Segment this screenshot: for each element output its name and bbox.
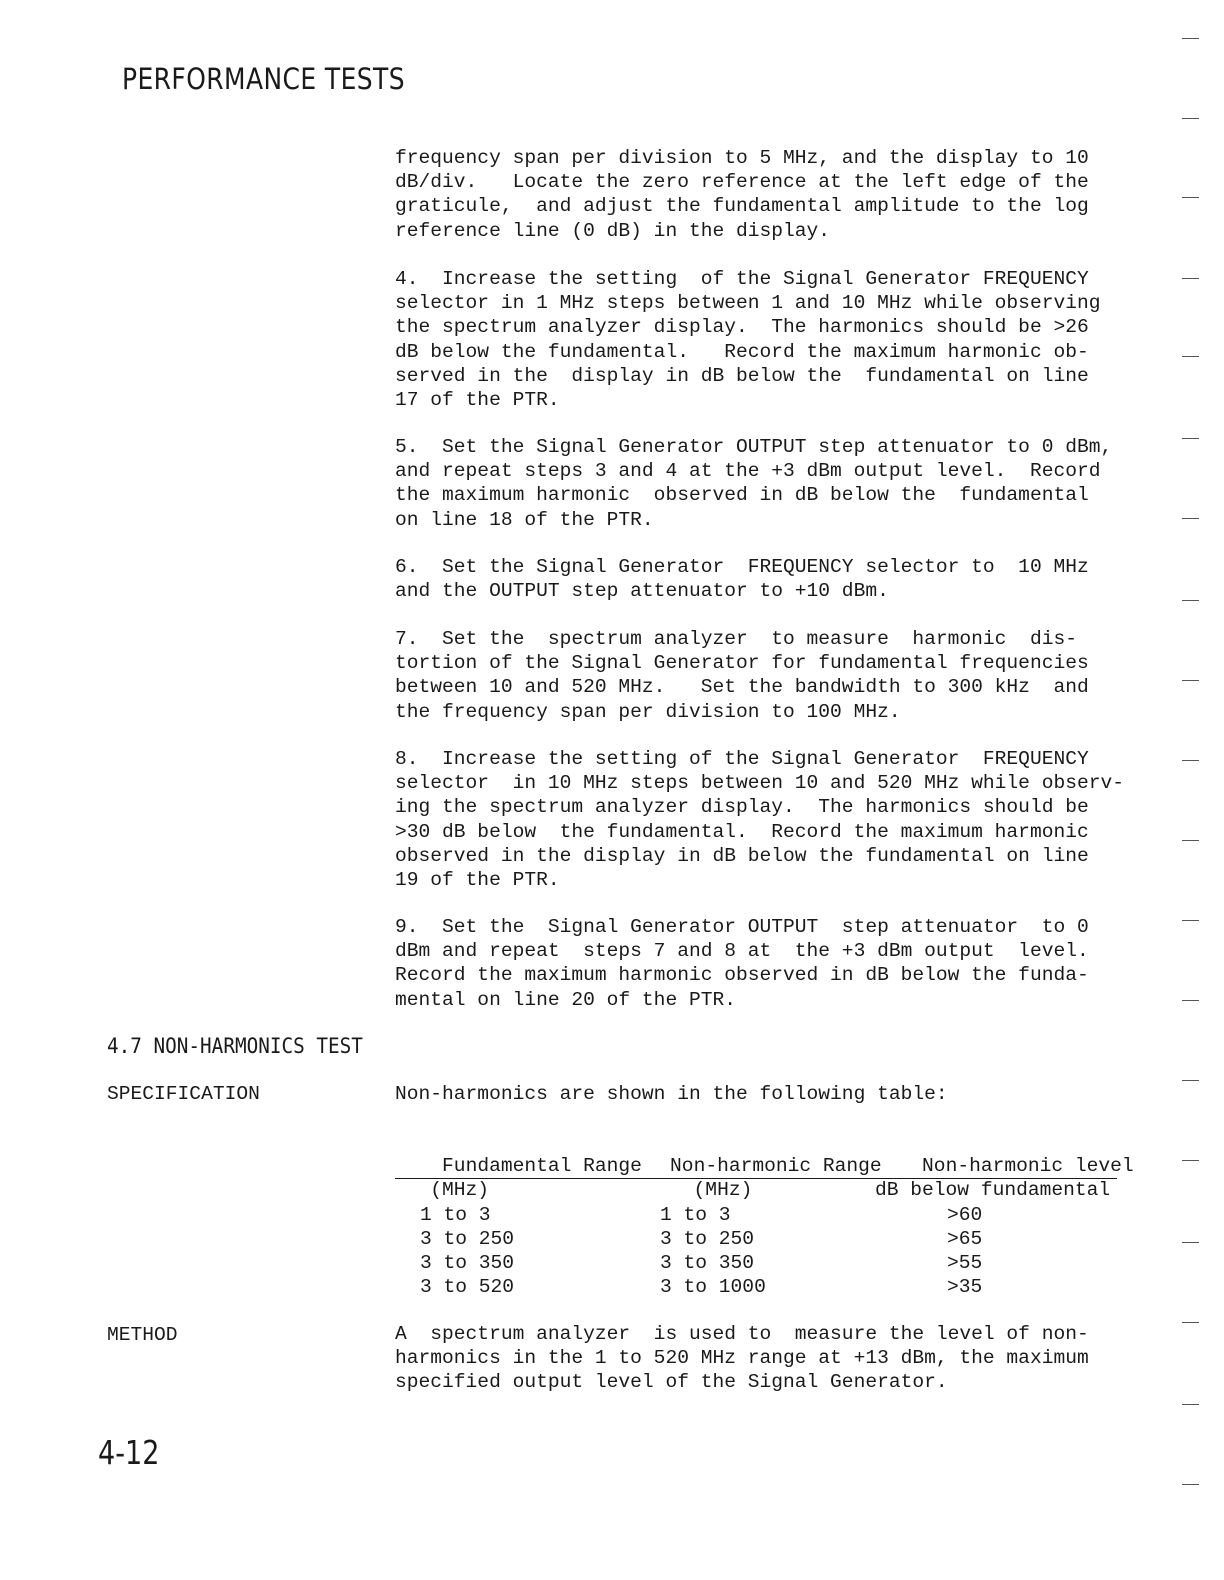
paragraph-step-5: 5. Set the Signal Generator OUTPUT step attenuator to 0 dBm, and repeat steps 3 and 4 at the +3 dBm output level. Record the maximum harmonic observed in dB below the fundamental on line 18 of the PTR. [395,436,1113,531]
table-header-row [395,1130,1134,1202]
margin-tick [1182,1404,1199,1405]
table-cell: 1 to 3 [660,1204,731,1226]
margin-tick [1182,278,1199,279]
margin-tick [1182,38,1199,39]
margin-tick [1182,1080,1199,1081]
margin-tick [1182,1242,1199,1243]
method-text: A spectrum analyzer is used to measure the level of non- harmonics in the 1 to 520 MHz range at +13 dBm, the maximum specified output level of the Signal Generator. [395,1323,1089,1394]
page-number: 4-12 [98,1433,160,1472]
table-cell: 3 to 1000 [660,1276,766,1298]
margin-tick [1182,197,1199,198]
page-header-title: PERFORMANCE TESTS [122,62,405,96]
margin-tick [1182,518,1199,519]
table-cell: 3 to 250 [420,1228,515,1250]
paragraph-continuation: frequency span per division to 5 MHz, and the display to 10 dB/div. Locate the zero reference at the left edge of the graticule, and adjust the fundamental amplitude to the log reference line (0 dB) in the display. [395,147,1089,242]
table-cell: >65 [947,1228,983,1250]
paragraph-step-6: 6. Set the Signal Generator FREQUENCY selector to 10 MHz and the OUTPUT step attenuator to +10 dBm. [395,556,1089,603]
method-label: METHOD [107,1324,178,1346]
table-cell: >35 [947,1276,983,1298]
table-cell: >60 [947,1204,983,1226]
margin-tick [1182,600,1199,601]
table-header-fundamental: Fundamental Range (MHz) [395,1155,642,1202]
table-header-non-harmonic-level: Non-harmonic level dB below fundamental [875,1155,1134,1202]
margin-tick [1182,760,1199,761]
margin-tick [1182,1160,1199,1161]
table-cell: 3 to 350 [420,1252,515,1274]
margin-tick [1182,680,1199,681]
table-cell: 3 to 350 [660,1252,755,1274]
margin-tick [1182,920,1199,921]
margin-tick [1182,438,1199,439]
margin-tick [1182,1322,1199,1323]
table-header-non-harmonic-range: Non-harmonic Range (MHz) [623,1155,882,1202]
specification-text: Non-harmonics are shown in the following table: [395,1083,948,1105]
paragraph-step-9: 9. Set the Signal Generator OUTPUT step attenuator to 0 dBm and repeat steps 7 and 8 at the +3 dBm output level. Record the maximum harmonic observed in dB below the funda- mental on line 20 of the PTR. [395,916,1089,1011]
paragraph-step-7: 7. Set the spectrum analyzer to measure harmonic dis- tortion of the Signal Generator for fundamental frequencies between 10 and 520 MHz. Set the bandwidth to 300 kHz and the frequency span per division to 100 MHz. [395,628,1089,723]
table-cell: 3 to 250 [660,1228,755,1250]
paragraph-step-4: 4. Increase the setting of the Signal Generator FREQUENCY selector in 1 MHz steps between 1 and 10 MHz while observing the spectrum analyzer display. The harmonics should be >26 dB below the fundamental. Record the maximum harmonic ob- served in the display in dB below the fundamental on line 17 of the PTR. [395,268,1101,412]
section-heading-non-harmonics: 4.7 NON-HARMONICS TEST [107,1034,363,1058]
margin-tick [1182,1000,1199,1001]
margin-tick [1182,356,1199,357]
margin-tick [1182,840,1199,841]
margin-tick [1182,1484,1199,1485]
table-cell: >55 [947,1252,983,1274]
margin-tick [1182,118,1199,119]
paragraph-step-8: 8. Increase the setting of the Signal Generator FREQUENCY selector in 10 MHz steps between 10 and 520 MHz while observ- ing the spectrum analyzer display. The harmonics should be >30 dB below the fundamental. Record the maximum harmonic observed in the display in dB below the fundamental on line 19 of the PTR. [395,748,1125,892]
table-cell: 3 to 520 [420,1276,515,1298]
specification-label: SPECIFICATION [107,1083,260,1105]
table-cell: 1 to 3 [420,1204,491,1226]
